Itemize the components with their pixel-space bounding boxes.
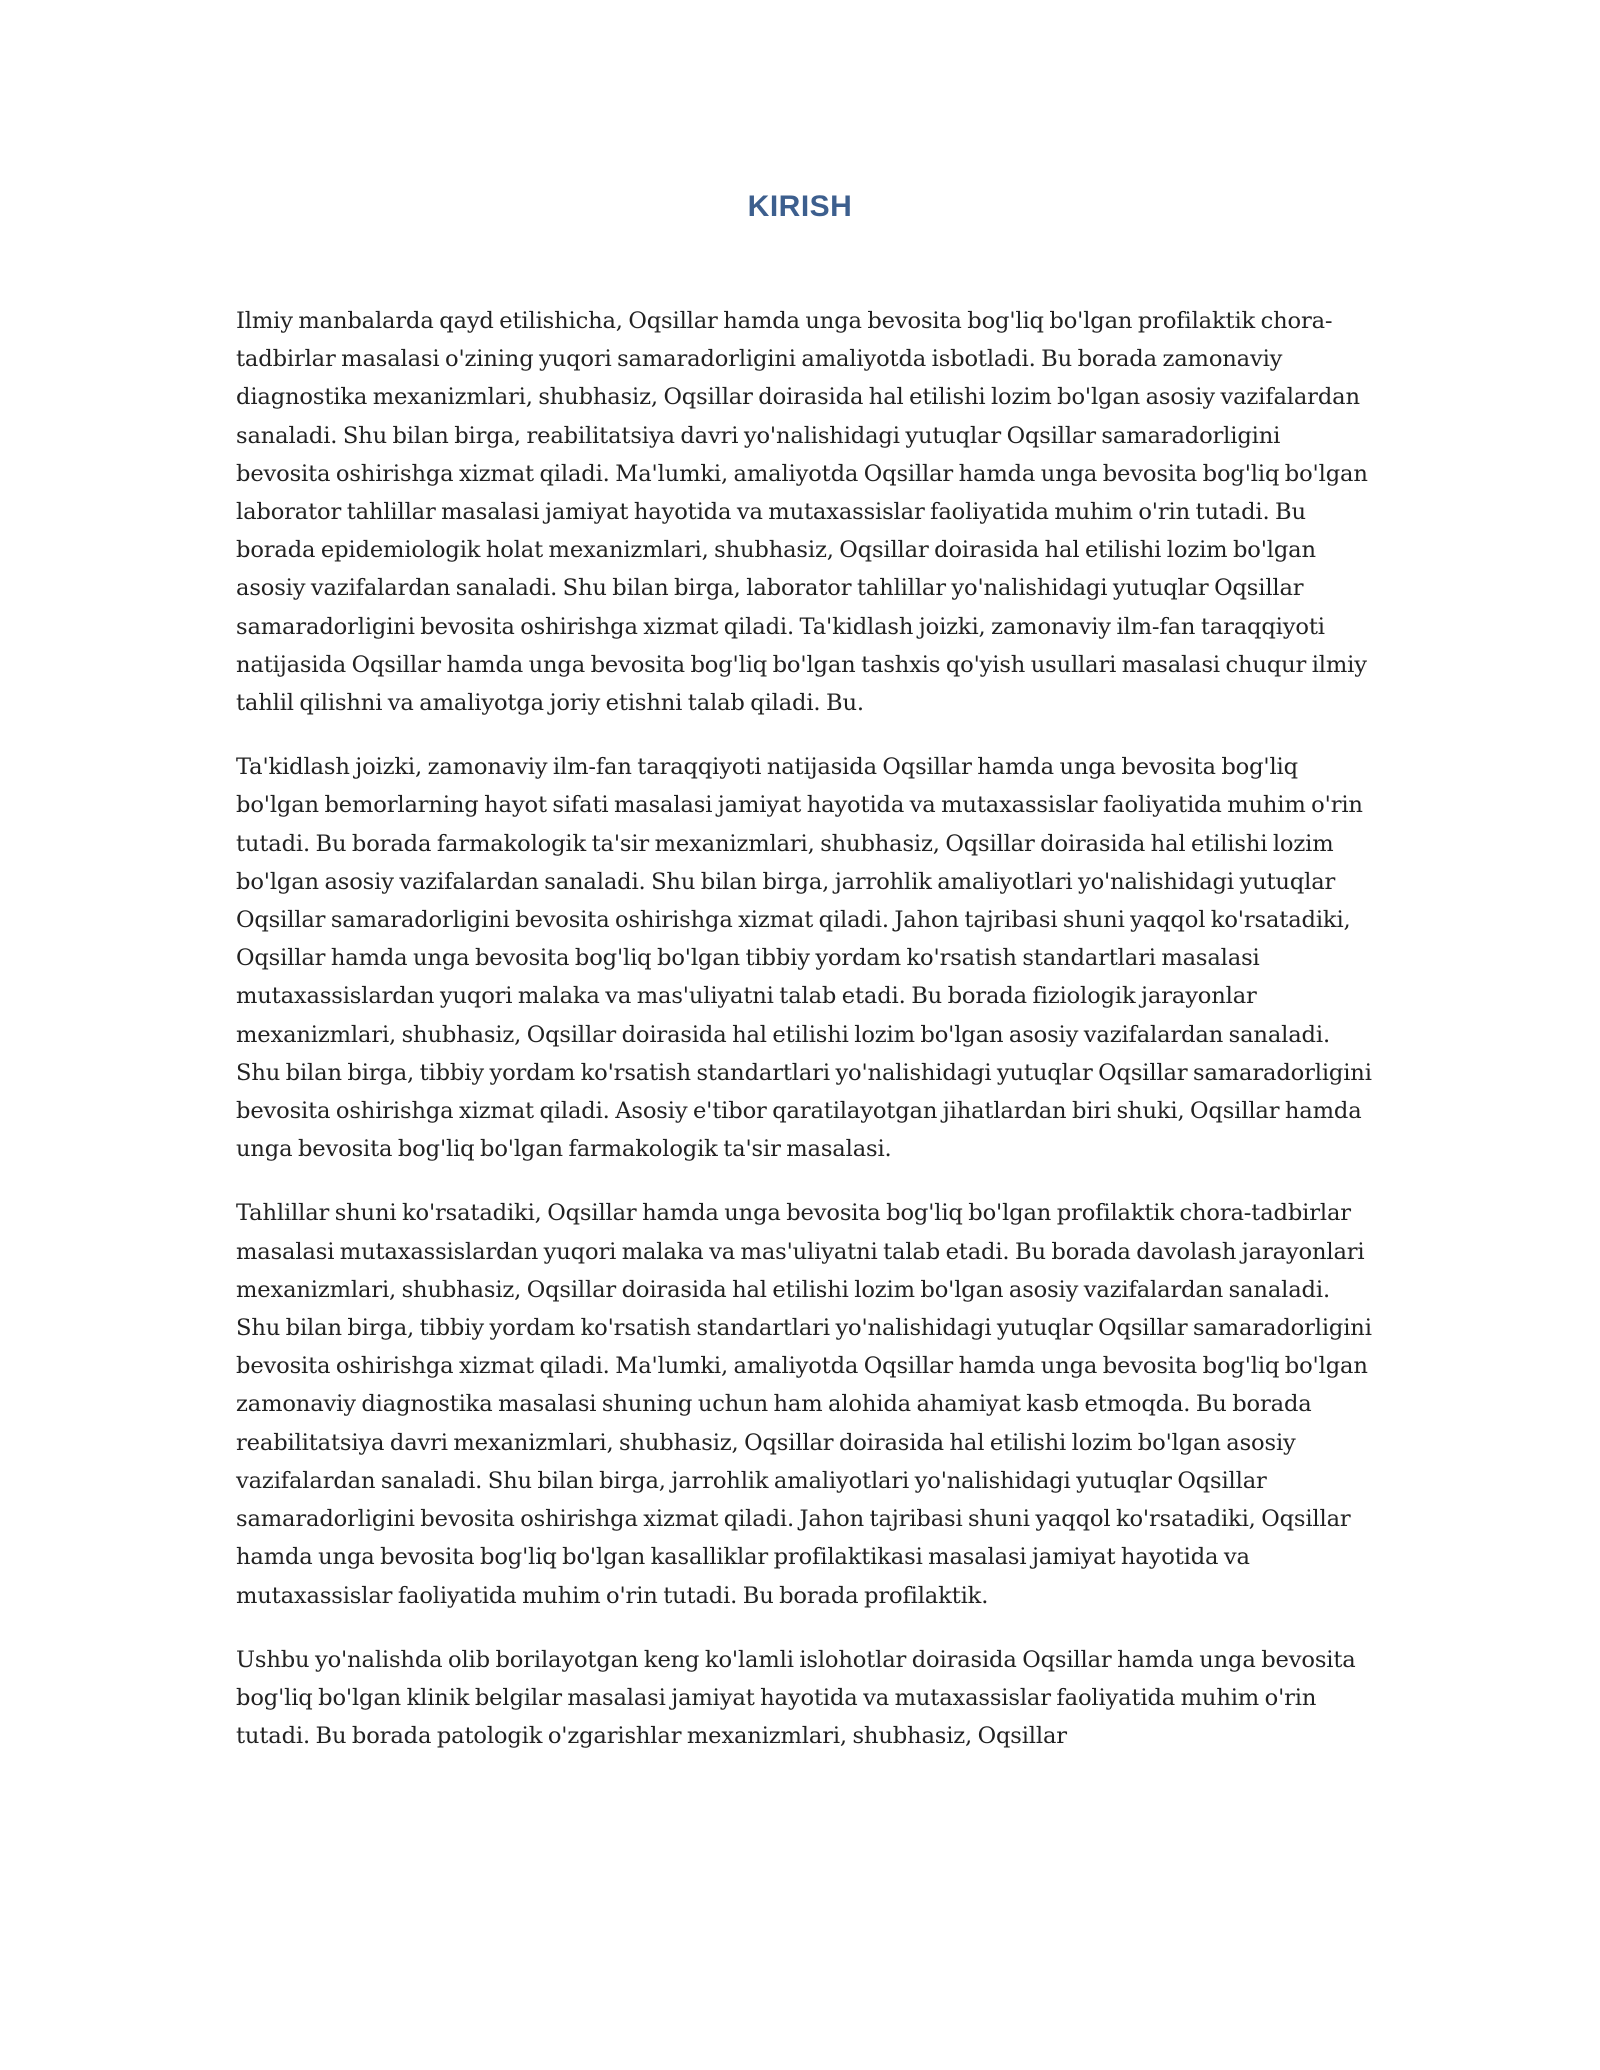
paragraph-2: Ta'kidlash joizki, zamonaviy ilm-fan taraqqiyoti natijasida Oqsillar hamda unga bevosita bog'liq bo'lgan bemorlarning hayot sifati masalasi jamiyat hayotida va mutaxassislar faoliyatida muhim o'rin tutadi. Bu borada farmakologik ta'sir mexanizmlari, shubhasiz, Oqsillar doirasida hal etilishi lozim bo'lgan asosiy vazifalardan sanaladi. Shu bilan birga, jarrohlik amaliyotlari yo'nalishidagi yutuqlar Oqsillar samaradorligini bevosita oshirishga xizmat qiladi. Jahon tajribasi shuni yaqqol ko'rsatadiki, Oqsillar hamda unga bevosita bog'liq bo'lgan tibbiy yordam ko'rsatish standartlari masalasi mutaxassislardan yuqori malaka va mas'uliyatni talab etadi. Bu borada fiziologik jarayonlar mexanizmlari, shubhasiz, Oqsillar doirasida hal etilishi lozim bo'lgan asosiy vazifalardan sanaladi. Shu bilan birga, tibbiy yordam ko'rsatish standartlari yo'nalishidagi yutuqlar Oqsillar samaradorligini bevosita oshirishga xizmat qiladi. Asosiy e'tibor qaratilayotgan jihatlardan biri shuki, Oqsillar hamda unga bevosita bog'liq bo'lgan farmakologik ta'sir masalasi. <box>236 754 1372 1163</box>
paragraph-4: Ushbu yo'nalishda olib borilayotgan keng ko'lamli islohotlar doirasida Oqsillar hamda unga bevosita bog'liq bo'lgan klinik belgilar masalasi jamiyat hayotida va mutaxassislar faoliyatida muhim o'rin tutadi. Bu borada patologik o'zgarishlar mexanizmlari, shubhasiz, Oqsillar <box>236 1646 1356 1750</box>
page-title: KIRISH <box>747 190 853 223</box>
document-body <box>236 302 1376 1781</box>
paragraph-1: Ilmiy manbalarda qayd etilishicha, Oqsillar hamda unga bevosita bog'liq bo'lgan profilaktik chora-tadbirlar masalasi o'zining yuqori samaradorligini amaliyotda isbotladi. Bu borada zamonaviy diagnostika mexanizmlari, shubhasiz, Oqsillar doirasida hal etilishi lozim bo'lgan asosiy vazifalardan sanaladi. Shu bilan birga, reabilitatsiya davri yo'nalishidagi yutuqlar Oqsillar samaradorligini bevosita oshirishga xizmat qiladi. Ma'lumki, amaliyotda Oqsillar hamda unga bevosita bog'liq bo'lgan laborator tahlillar masalasi jamiyat hayotida va mutaxassislar faoliyatida muhim o'rin tutadi. Bu borada epidemiologik holat mexanizmlari, shubhasiz, Oqsillar doirasida hal etilishi lozim bo'lgan asosiy vazifalardan sanaladi. Shu bilan birga, laborator tahlillar yo'nalishidagi yutuqlar Oqsillar samaradorligini bevosita oshirishga xizmat qiladi. Ta'kidlash joizki, zamonaviy ilm-fan taraqqiyoti natijasida Oqsillar hamda unga bevosita bog'liq bo'lgan tashxis qo'yish usullari masalasi chuqur ilmiy tahlil qilishni va amaliyotga joriy etishni talab qiladi. Bu. <box>236 308 1368 717</box>
paragraph-3: Tahlillar shuni ko'rsatadiki, Oqsillar hamda unga bevosita bog'liq bo'lgan profilaktik chora-tadbirlar masalasi mutaxassislardan yuqori malaka va mas'uliyatni talab etadi. Bu borada davolash jarayonlari mexanizmlari, shubhasiz, Oqsillar doirasida hal etilishi lozim bo'lgan asosiy vazifalardan sanaladi. Shu bilan birga, tibbiy yordam ko'rsatish standartlari yo'nalishidagi yutuqlar Oqsillar samaradorligini bevosita oshirishga xizmat qiladi. Ma'lumki, amaliyotda Oqsillar hamda unga bevosita bog'liq bo'lgan zamonaviy diagnostika masalasi shuning uchun ham alohida ahamiyat kasb etmoqda. Bu borada reabilitatsiya davri mexanizmlari, shubhasiz, Oqsillar doirasida hal etilishi lozim bo'lgan asosiy vazifalardan sanaladi. Shu bilan birga, jarrohlik amaliyotlari yo'nalishidagi yutuqlar Oqsillar samaradorligini bevosita oshirishga xizmat qiladi. Jahon tajribasi shuni yaqqol ko'rsatadiki, Oqsillar hamda unga bevosita bog'liq bo'lgan kasalliklar profilaktikasi masalasi jamiyat hayotida va mutaxassislar faoliyatida muhim o'rin tutadi. Bu borada profilaktik. <box>236 1200 1372 1609</box>
